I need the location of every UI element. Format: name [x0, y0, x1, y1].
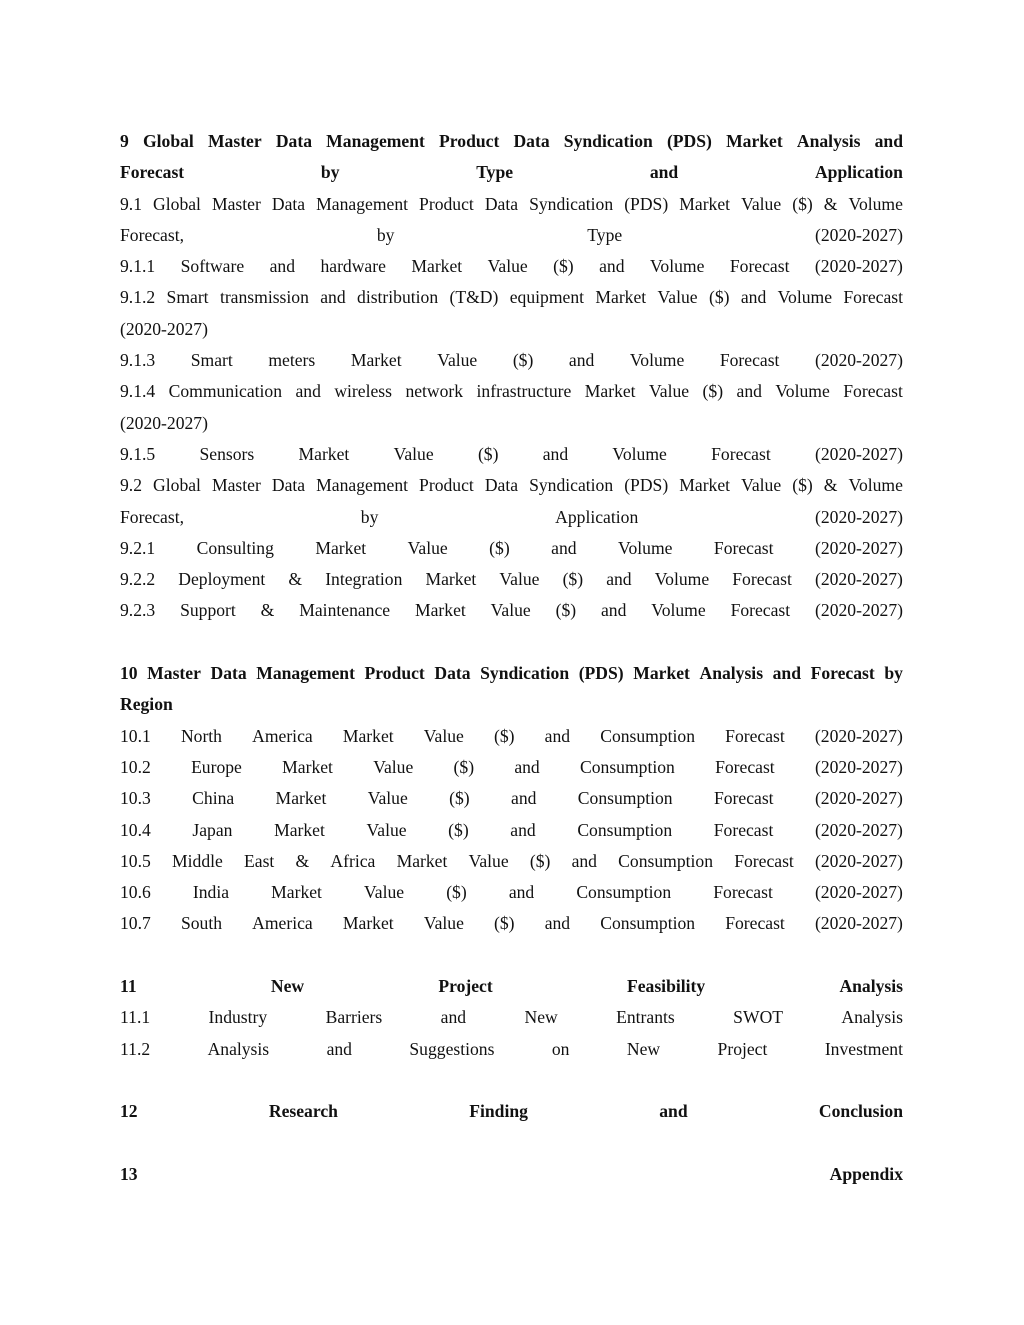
section-heading-line: 10 Master Data Management Product Data Syndication (PDS) Market Analysis and Forecast by — [120, 663, 903, 684]
toc-entry-line: 9.1.3 Smart meters Market Value ($) and Volume Forecast (2020-2027) — [120, 350, 903, 371]
toc-entry-line: 9.1.1 Software and hardware Market Value ($) and Volume Forecast (2020-2027) — [120, 256, 903, 277]
toc-entry-line: 9.2.2 Deployment & Integration Market Value ($) and Volume Forecast (2020-2027) — [120, 569, 903, 590]
toc-entry-line: 9.1 Global Master Data Management Product Data Syndication (PDS) Market Value ($) & Volume — [120, 193, 903, 214]
toc-entry-line: 9.1.2 Smart transmission and distribution (T&D) equipment Market Value ($) and Volume Forecast — [120, 287, 903, 308]
section-heading-line: 13 Appendix — [120, 1163, 903, 1184]
toc-entry-line: (2020-2027) — [120, 318, 208, 339]
toc-entry-line: (2020-2027) — [120, 412, 208, 433]
toc-entry-line: 11.2 Analysis and Suggestions on New Project Investment — [120, 1038, 903, 1059]
toc-entry-line: 10.4 Japan Market Value ($) and Consumption Forecast (2020-2027) — [120, 819, 903, 840]
toc-section — [120, 1159, 903, 1190]
toc-entry-line: 10.5 Middle East & Africa Market Value ($) and Consumption Forecast (2020-2027) — [120, 850, 903, 871]
toc-entry-line: Forecast, by Type (2020-2027) — [120, 224, 903, 245]
toc-entry-line: Forecast, by Application (2020-2027) — [120, 506, 903, 527]
toc-entry-line: 9.2 Global Master Data Management Product Data Syndication (PDS) Market Value ($) & Volume — [120, 475, 903, 496]
toc-entry-line: 9.2.1 Consulting Market Value ($) and Volume Forecast (2020-2027) — [120, 537, 903, 558]
toc-entry-line: 10.7 South America Market Value ($) and Consumption Forecast (2020-2027) — [120, 913, 903, 934]
section-heading-line: 11 New Project Feasibility Analysis — [120, 976, 903, 997]
toc-section — [120, 1096, 903, 1127]
document-page — [120, 126, 903, 1190]
toc-section — [120, 126, 903, 627]
toc-entry-line: 10.6 India Market Value ($) and Consumption Forecast (2020-2027) — [120, 882, 903, 903]
section-heading-line: 12 Research Finding and Conclusion — [120, 1101, 903, 1122]
section-gap — [120, 627, 903, 658]
toc-entry-line: 11.1 Industry Barriers and New Entrants SWOT Analysis — [120, 1007, 903, 1028]
toc-entry-line: 10.2 Europe Market Value ($) and Consumption Forecast (2020-2027) — [120, 756, 903, 777]
section-gap — [120, 1065, 903, 1096]
section-gap — [120, 940, 903, 971]
toc-entry-line: 9.2.3 Support & Maintenance Market Value ($) and Volume Forecast (2020-2027) — [120, 600, 903, 621]
toc-entry-line: 9.1.4 Communication and wireless network infrastructure Market Value ($) and Volume Forecast — [120, 381, 903, 402]
section-heading-line: Forecast by Type and Application — [120, 162, 903, 183]
section-heading-line: Region — [120, 694, 173, 715]
toc-section — [120, 658, 903, 940]
section-gap — [120, 1128, 903, 1159]
toc-entry-line: 10.1 North America Market Value ($) and Consumption Forecast (2020-2027) — [120, 725, 903, 746]
toc-entry-line: 9.1.5 Sensors Market Value ($) and Volume Forecast (2020-2027) — [120, 443, 903, 464]
toc-entry-line: 10.3 China Market Value ($) and Consumption Forecast (2020-2027) — [120, 788, 903, 809]
section-heading-line: 9 Global Master Data Management Product Data Syndication (PDS) Market Analysis and — [120, 131, 903, 151]
toc-section — [120, 971, 903, 1065]
